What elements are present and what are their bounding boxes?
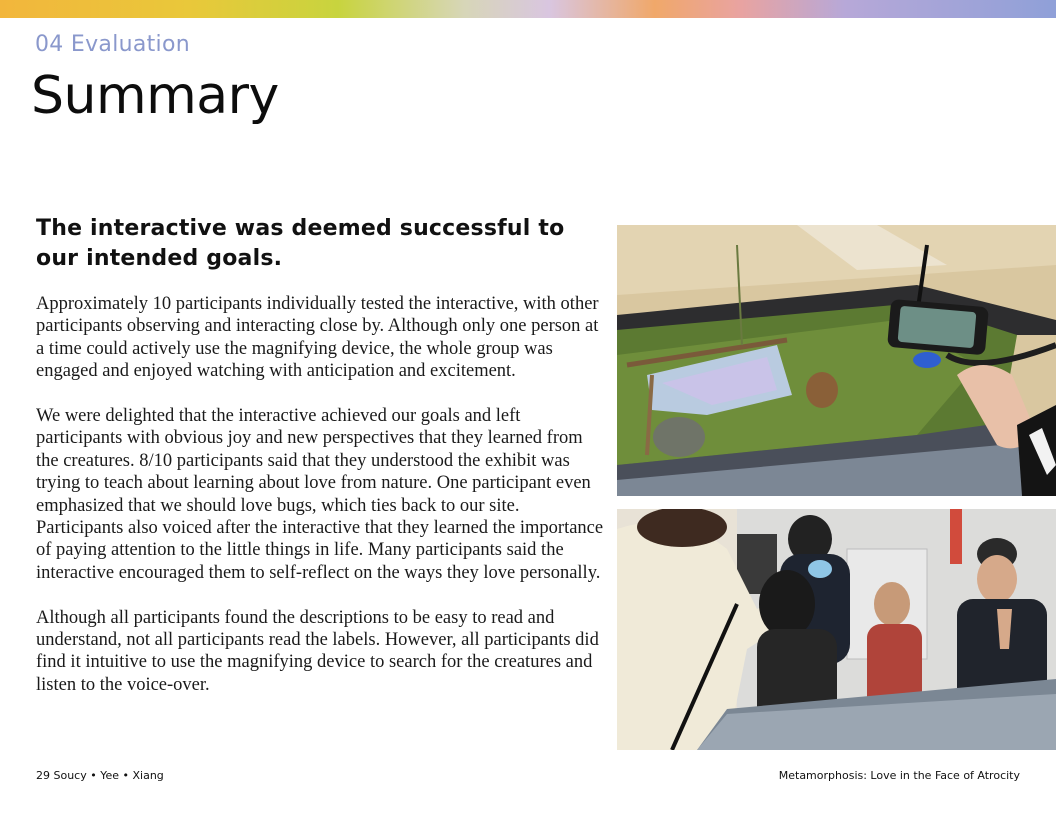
top-gradient-bar xyxy=(0,0,1056,18)
section-label: 04 Evaluation xyxy=(35,32,190,57)
footer-page-authors: 29 Soucy • Yee • Xiang xyxy=(36,769,164,782)
paragraph-1: Approximately 10 participants individually tested the interactive, with other participants observing and interacting close by. Although only one person at a time could actively use the magnifying device, the whole group was engaged and enjoyed watching with anticipation and excitement. xyxy=(36,294,599,382)
participants-photo xyxy=(617,509,1056,750)
footer-project-title: Metamorphosis: Love in the Face of Atrocity xyxy=(778,769,1020,782)
subheading: The interactive was deemed successful to our intended goals. xyxy=(36,216,565,271)
diorama-photo xyxy=(617,225,1056,496)
paragraph-2: We were delighted that the interactive achieved our goals and left participants with obvious joy and new perspectives that they learned from the creatures. 8/10 participants said that they understood the exhibit was trying to teach about learning about love from nature. One participant even emphasized that we should love bugs, which ties back to our site. Participants also voiced after the interactive that they learned the importance of paying attention to the little things in life. Many participants said the interactive encouraged them to self-reflect on the ways they love personally. xyxy=(36,406,604,583)
body-text xyxy=(36,293,606,719)
paragraph-3: Although all participants found the descriptions to be easy to read and understand, not all participants read the labels. However, all participants did find it intuitive to use the magnifying device to search for the creatures and listen to the voice-over. xyxy=(36,607,599,695)
page-title: Summary xyxy=(31,66,279,126)
